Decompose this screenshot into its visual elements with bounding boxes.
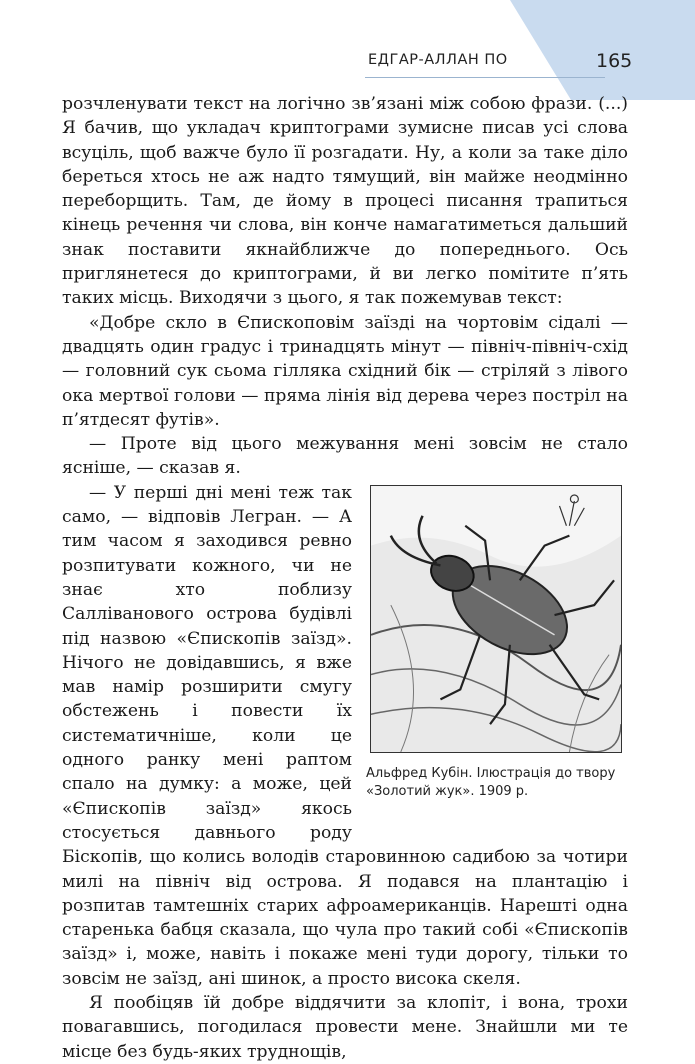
beetle-illustration <box>370 485 622 753</box>
body-text <box>62 92 628 1064</box>
paragraph-5: Я пообіцяв їй добре віддячити за клопіт, і вона, трохи повагавшись, погодилася провести мене. Знайшли ми те місце без будь-яких труднощів, <box>62 992 628 1062</box>
page-number: 165 <box>596 50 633 72</box>
running-title: ЕДГАР-АЛЛАН ПО <box>368 52 508 68</box>
paragraph-4: — У перші дні мені теж так само, — відповів Легран. — А тим часом я заходився ревно розпитувати кожного, чи не знає хто поблизу Салліванового острова будівлі під назвою «Єпископів заїзд». Нічого не довідавшись, я вже мав намір розширити смугу обстежень і повести їх систематичніше, коли це одного ранку мені раптом спало на думку: а може, цей «Єпископів заїзд» якось стосується давнього роду Біскопів, що колись володів старовинною садибою за чотири милі на північ від острова. Я подався на плантацію і розпитав тамтешніх старих афроамериканців. Нарешті одна старенька бабця сказала, що чула про такий собі «Єпископів заїзд» і, може, навіть і покаже мені туди дорогу, тільки то зовсім не заїзд, ані шинок, а просто висока скеля. <box>62 482 628 989</box>
paragraph-1: розчленувати текст на логічно зв’язані між собою фрази. (...) Я бачив, що укладач криптограми зумисне писав усі слова всуціль, щоб важче було її розгадати. Ну, а коли за таке діло береться хтось не аж надто тямущий, він майже неодмінно переборщить. Там, де йому в процесі писання трапиться кінець речення чи слова, він конче намагатиметься дальший знак поставити якнайближче до попереднього. Ось приглянетеся до криптограми, й ви легко помітите п’ять таких місць. Виходячи з цього, я так пожемував текст: <box>62 94 628 309</box>
figure-caption: Альфред Кубін. Ілюстрація до твору «Золотий жук». 1909 р. <box>366 765 616 799</box>
figure <box>366 485 628 824</box>
paragraph-3: — Проте від цього межування мені зовсім не стало ясніше, — сказав я. <box>62 434 628 479</box>
header-rule <box>365 77 605 78</box>
beetle-drawing <box>371 486 621 752</box>
paragraph-2: «Добре скло в Єпископовім заїзді на чортовім сідалі — двадцять один градус і тринадцять мінут — північ-північ-схід — головний сук сьома гілляка східний бік — стріляй з лівого ока мертвої голови — пряма лінія від дерева через постріл на п’ятдесят футів». <box>62 312 628 430</box>
